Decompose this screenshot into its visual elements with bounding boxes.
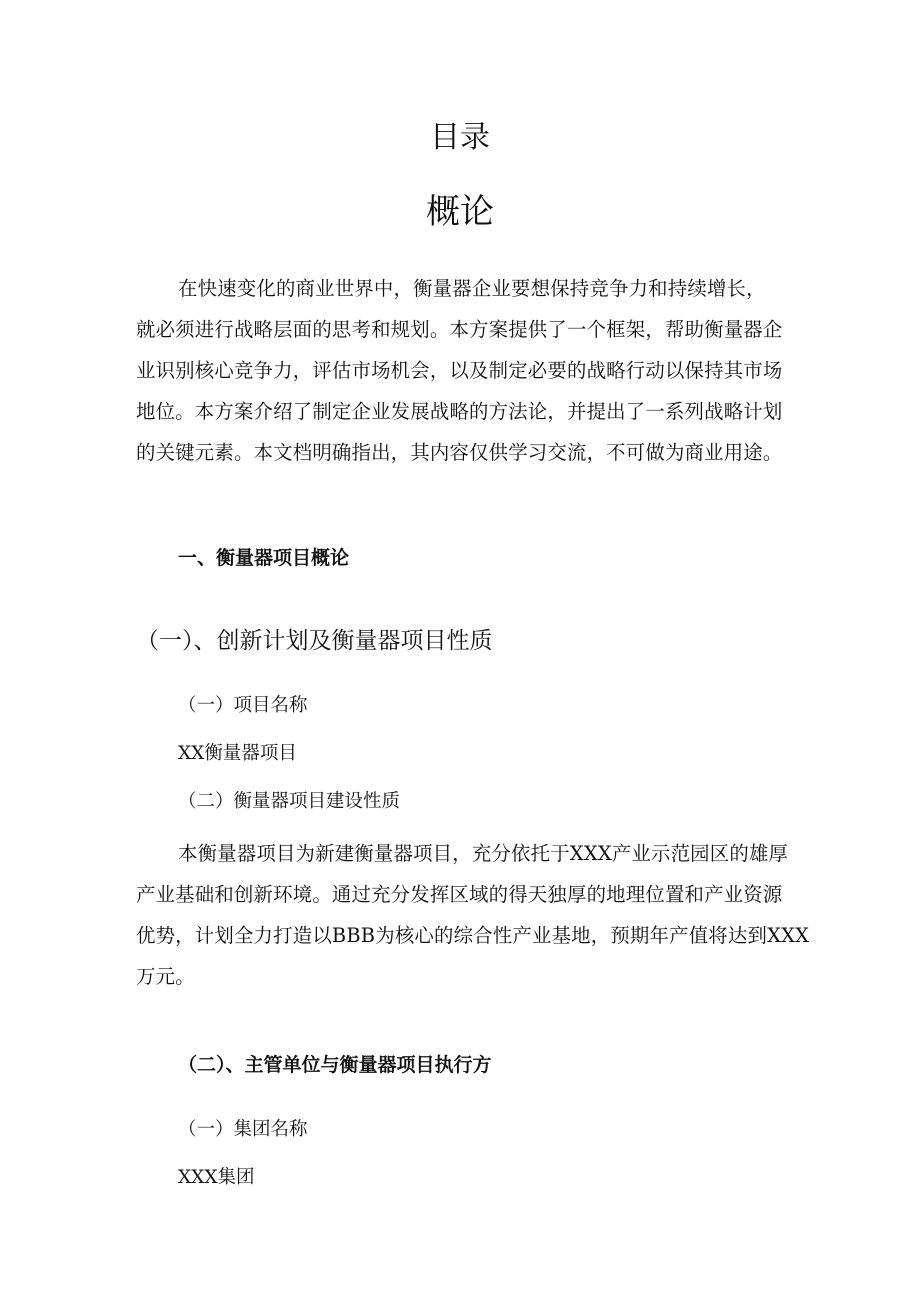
intro-line: 在快速变化的商业世界中，衡量器企业要想保持竞争力和持续增长， — [178, 277, 766, 300]
item-value: XX衡量器项目 — [178, 743, 297, 764]
intro-line: 就必须进行战略层面的思考和规划。本方案提供了一个框架，帮助衡量器企 — [136, 318, 783, 341]
intro-line: 地位。本方案介绍了制定企业发展战略的方法论，并提出了一系列战略计划 — [136, 400, 783, 423]
subsection-heading: （一）、创新计划及衡量器项目性质 — [136, 628, 493, 654]
item-label: （一）项目名称 — [178, 695, 308, 716]
paragraph-line: 万元。 — [136, 965, 195, 988]
document-subtitle: 概论 — [426, 192, 494, 232]
item-label: （一）集团名称 — [178, 1119, 308, 1140]
document-title: 目录 — [430, 120, 490, 155]
intro-line: 业识别核心竞争力，评估市场机会，以及制定必要的战略行动以保持其市场 — [136, 359, 783, 382]
paragraph-line: 优势，计划全力打造以BBB为核心的综合性产业基地，预期年产值将达到XXX — [136, 924, 810, 947]
intro-paragraph — [136, 268, 794, 473]
subsection-heading: （二）、主管单位与衡量器项目执行方 — [178, 1054, 492, 1076]
paragraph-line: 本衡量器项目为新建衡量器项目，充分依托于XXX产业示范园区的雄厚 — [178, 842, 789, 865]
item-value: XXX集团 — [178, 1167, 255, 1188]
section-heading: 一、衡量器项目概论 — [178, 547, 350, 569]
intro-line: 的关键元素。本文档明确指出，其内容仅供学习交流，不可做为商业用途。 — [136, 441, 783, 464]
paragraph-line: 产业基础和创新环境。通过充分发挥区域的得天独厚的地理位置和产业资源 — [136, 883, 783, 906]
project-nature-paragraph — [136, 833, 810, 997]
item-label: （二）衡量器项目建设性质 — [178, 791, 401, 812]
